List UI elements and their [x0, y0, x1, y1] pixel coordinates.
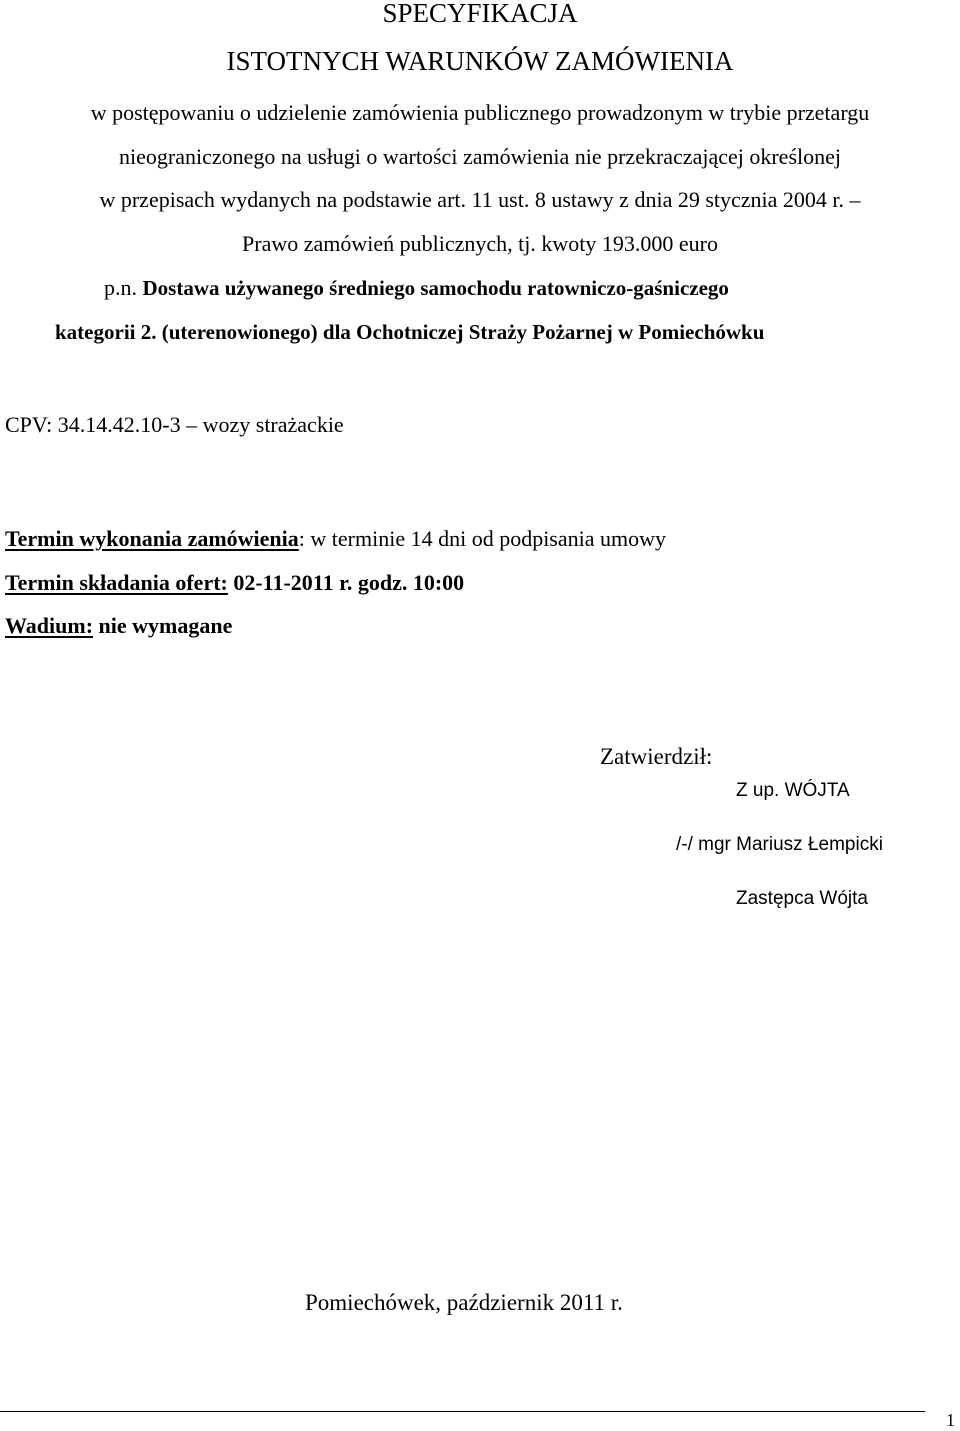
approval-signature: /-/ mgr Mariusz Łempicki: [676, 834, 883, 855]
subject-line-1: [104, 277, 729, 299]
place-date: Pomiechówek, październik 2011 r.: [305, 1290, 623, 1315]
execution-term-label: Termin wykonania zamówienia: [5, 526, 299, 551]
intro-line: nieograniczonego na usługi o wartości zamówienia nie przekraczającej określonej: [118, 144, 841, 169]
subject-line-2: kategorii 2. (uterenowionego) dla Ochotniczej Straży Pożarnej w Pomiechówku: [55, 320, 765, 344]
deposit-label: Wadium:: [5, 613, 94, 638]
offers-deadline-value: 02-11-2011 r. godz. 10:00: [227, 570, 465, 595]
deposit: [5, 615, 232, 637]
title-line-1: SPECYFIKACJA: [382, 0, 578, 28]
offers-deadline: [5, 572, 464, 594]
offers-deadline-label: Termin składania ofert:: [5, 570, 228, 595]
subject-prefix: p.n.: [104, 275, 137, 300]
execution-term: [5, 528, 666, 550]
approval-label: Zatwierdził:: [600, 744, 713, 769]
intro-line: Prawo zamówień publicznych, tj. kwoty 193.000 euro: [242, 231, 718, 256]
intro-line: w postępowaniu o udzielenie zamówienia publicznego prowadzonym w trybie przetargu: [90, 100, 870, 125]
intro-line: w przepisach wydanych na podstawie art. 11 ust. 8 ustawy z dnia 29 stycznia 2004 r. –: [99, 187, 861, 212]
subject-title: Dostawa używanego średniego samochodu ratowniczo-gaśniczego: [142, 276, 729, 300]
execution-term-value: : w terminie 14 dni od podpisania umowy: [298, 526, 667, 551]
cpv-code: CPV: 34.14.42.10-3 – wozy strażackie: [5, 412, 344, 437]
approval-on-behalf: Z up. WÓJTA: [736, 780, 850, 801]
deposit-value: nie wymagane: [93, 613, 233, 638]
approval-position: Zastępca Wójta: [736, 888, 868, 909]
footer-divider: [0, 1411, 925, 1412]
title-line-2: ISTOTNYCH WARUNKÓW ZAMÓWIENIA: [226, 46, 734, 76]
page-number: 1: [946, 1410, 955, 1430]
